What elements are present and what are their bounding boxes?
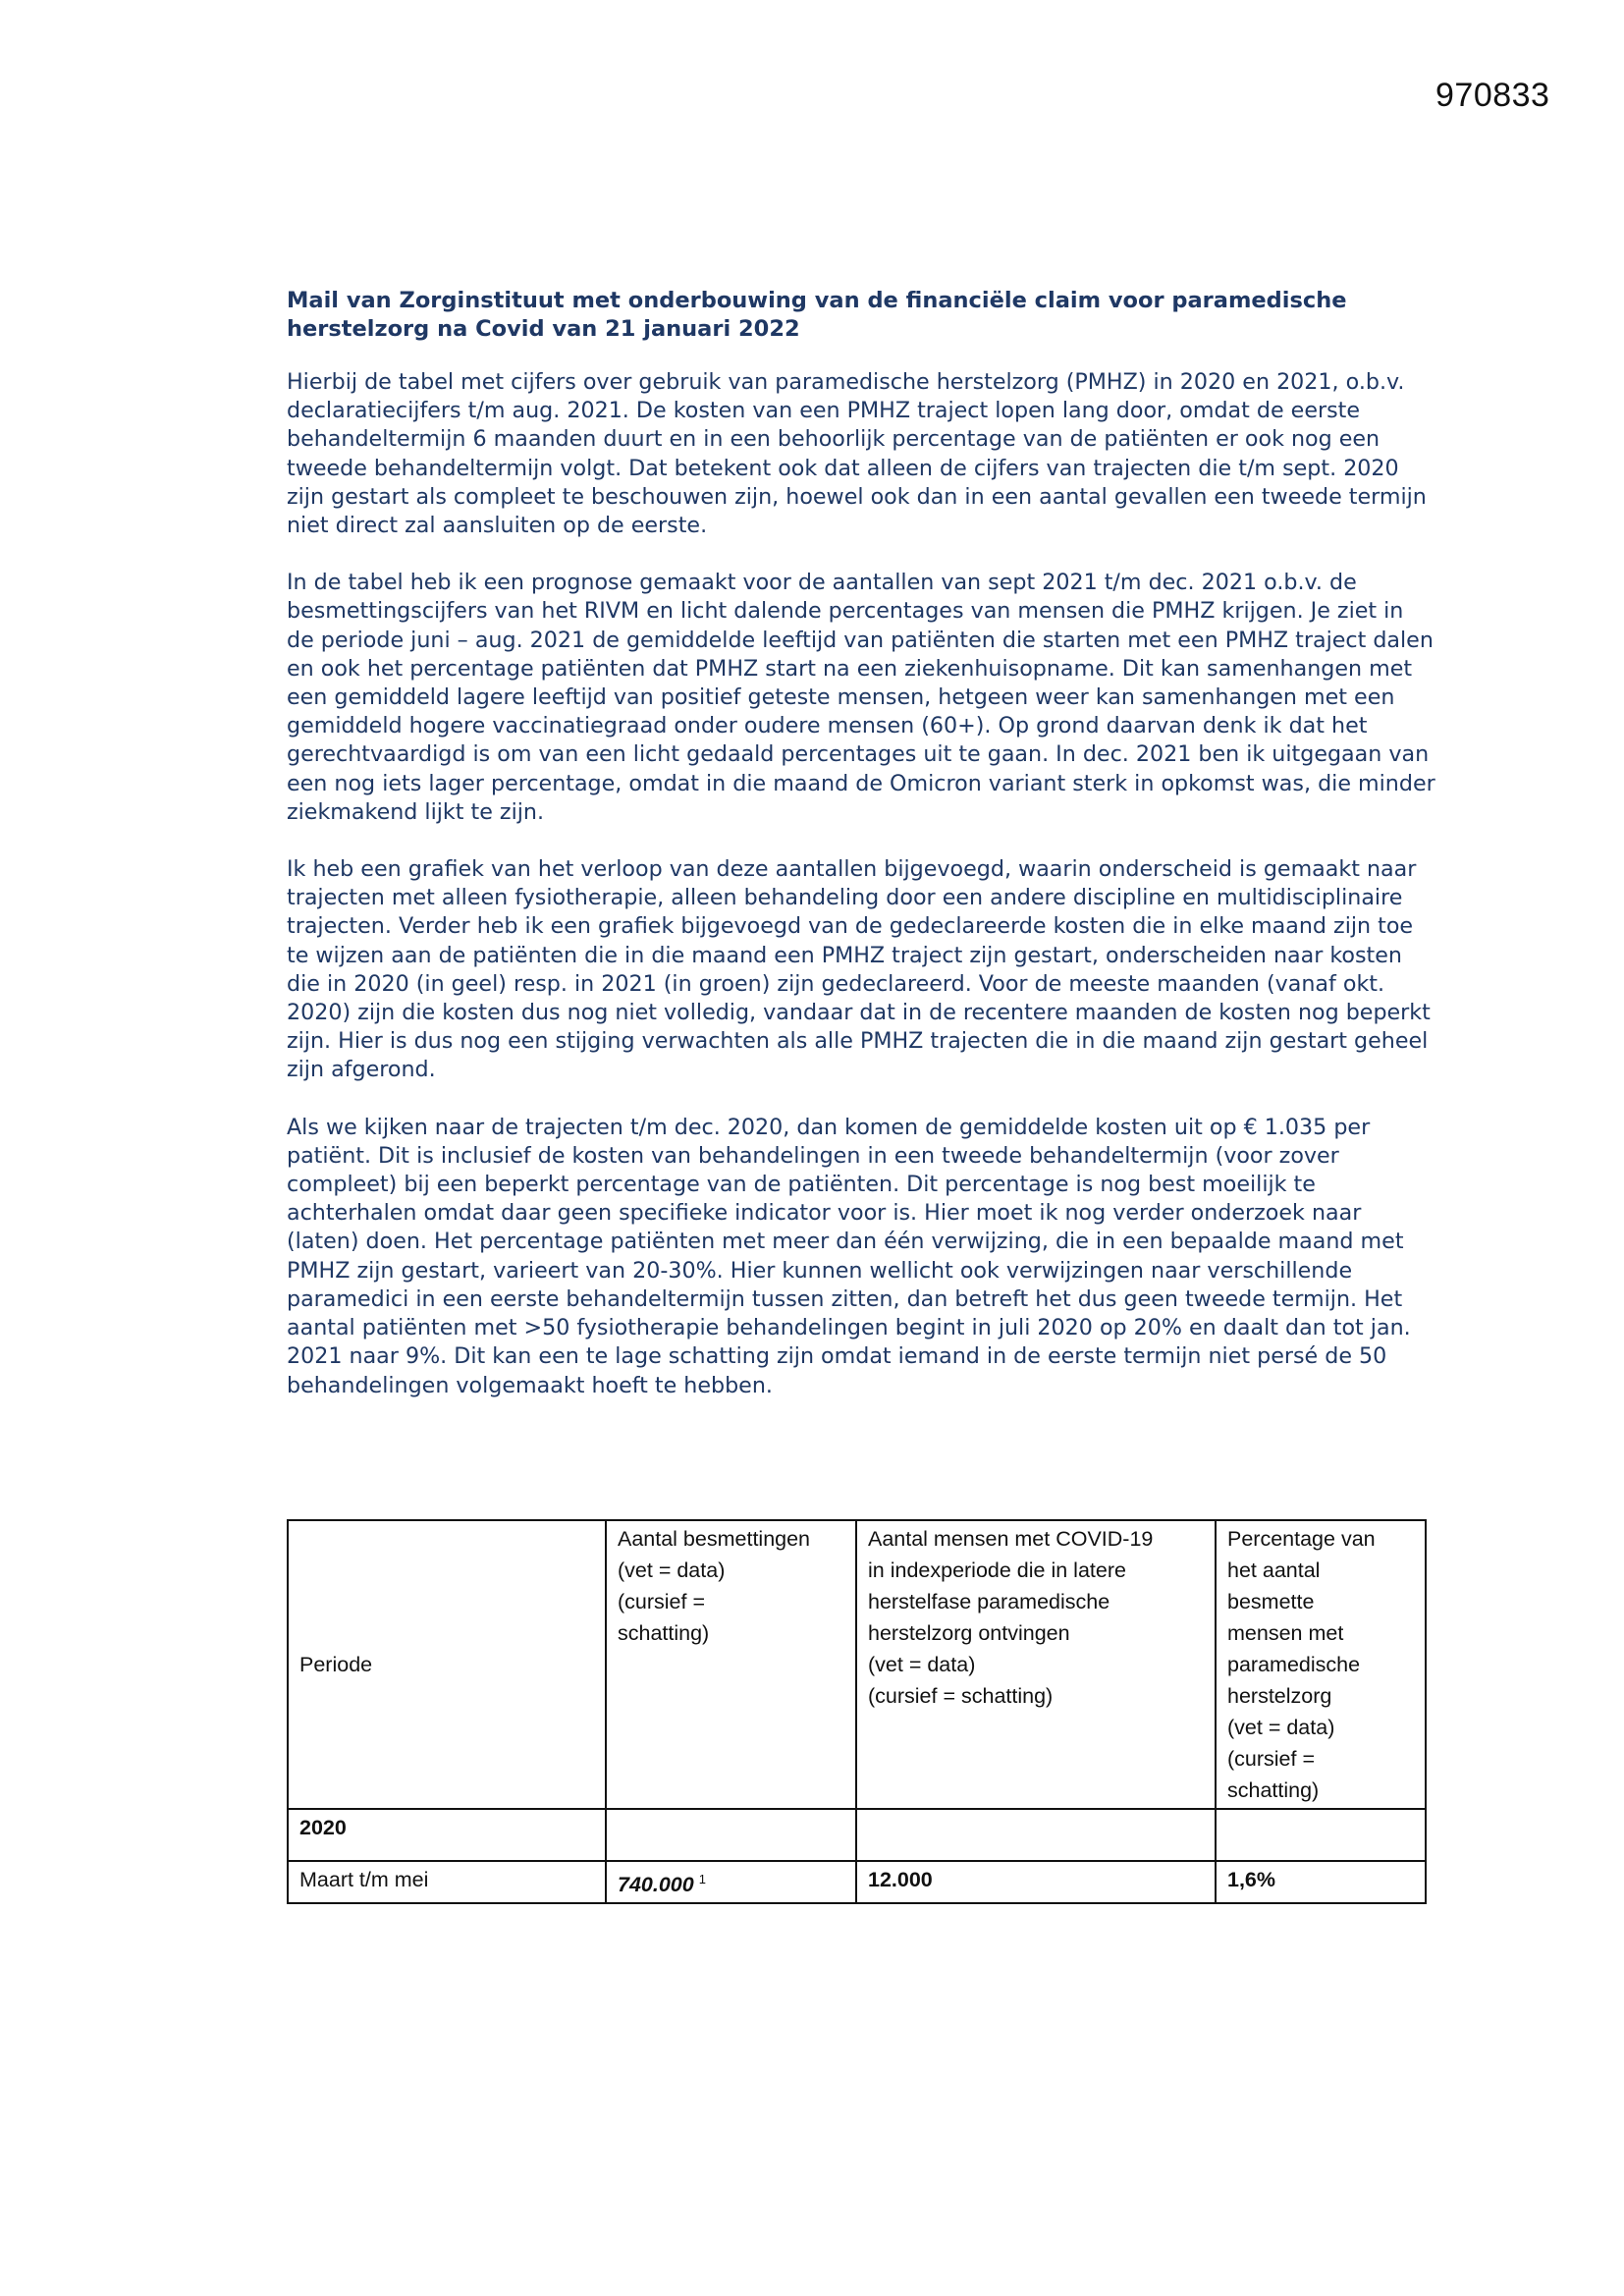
table-cell (1216, 1809, 1426, 1861)
header-line: (vet = data) (868, 1653, 976, 1676)
header-line: (vet = data) (618, 1558, 726, 1582)
header-line: schatting) (1227, 1778, 1320, 1802)
paragraph-1: Hierbij de tabel met cijfers over gebruik van paramedische herstelzorg (PMHZ) in 2020 en 2021, o.b.v. declaratiecijfers t/m aug. 2021. De kosten van een PMHZ traject lopen lang door, omdat de eerste behandeltermijn 6 maanden duurt en in een behoorlijk percentage van de patiënten er ook nog een tweede behandeltermijn volgt. Dat betekent ook dat alleen de cijfers van trajecten die t/m sept. 2020 zijn gestart als compleet te beschouwen zijn, hoewel ook dan in een aantal gevallen een tweede termijn niet direct zal aansluiten op de eerste. (287, 369, 1427, 539)
header-line: (vet = data) (1227, 1716, 1335, 1739)
paragraph-3: Ik heb een grafiek van het verloop van deze aantallen bijgevoegd, waarin onderscheid is gemaakt naar trajecten met alleen fysiotherapie, alleen behandeling door een andere discipline en multidisciplinaire trajecten. Verder heb ik een grafiek bijgevoegd van de gedeclareerde kosten die in elke maand zijn toe te wijzen aan de patiënten die in die maand een PMHZ traject zijn gestart, onderscheiden naar kosten die in 2020 (in geel) resp. in 2021 (in groen) zijn gedeclareerd. Voor de meeste maanden (vanaf okt. 2020) zijn die kosten dus nog niet volledig, vandaar dat in de recentere maanden de kosten nog beperkt zijn. Hier is dus nog een stijging verwachten als alle PMHZ trajecten die in die maand zijn gestart geheel zijn afgerond. (287, 856, 1431, 1083)
header-periode (288, 1520, 606, 1809)
header-line: herstelzorg (1227, 1684, 1332, 1708)
footnote-marker[interactable]: 1 (698, 1872, 706, 1886)
herstelzorg-table (287, 1519, 1427, 1904)
email-body (287, 287, 1435, 1429)
table-header-row (288, 1520, 1426, 1809)
cell-besmettingen (606, 1861, 856, 1903)
header-line: paramedische (1227, 1653, 1361, 1676)
header-line: het aantal (1227, 1558, 1321, 1582)
besmettingen-value: 740.000 (618, 1873, 694, 1896)
header-line: (cursief = schatting) (868, 1684, 1054, 1708)
header-line: Aantal mensen met COVID-19 (868, 1527, 1154, 1551)
year-label: 2020 (288, 1809, 606, 1861)
header-line: (cursief = (618, 1590, 706, 1613)
document-title: Mail van Zorginstituut met onderbouwing van de financiële claim voor paramedische herstelzorg na Covid van 21 januari 2022 (287, 288, 1347, 342)
header-besmettingen (606, 1520, 856, 1809)
table-year-row (288, 1809, 1426, 1861)
paragraph-4: Als we kijken naar de trajecten t/m dec. 2020, dan komen de gemiddelde kosten uit op € 1.035 per patiënt. Dit is inclusief de kosten van behandelingen in een tweede behandeltermijn (voor zover compleet) bij een beperkt percentage van de patiënten. Dit percentage is nog best moeilijk te achterhalen omdat daar geen specifieke indicator voor is. Hier moet ik nog verder onderzoek naar (laten) doen. Het percentage patiënten met meer dan één verwijzing, die in een bepaalde maand met PMHZ zijn gestart, varieert van 20-30%. Hier kunnen wellicht ook verwijzingen naar verschillende paramedici in een eerste behandeltermijn tussen zitten, dan betreft het dus geen tweede termijn. Het aantal patiënten met >50 fysiotherapie behandelingen begint in juli 2020 op 20% en daalt dan tot jan. 2021 naar 9%. Dit kan een te lage schatting zijn omdat iemand in de eerste termijn niet persé de 50 behandelingen volgemaakt hoeft te hebben. (287, 1114, 1411, 1398)
header-line: Periode (299, 1653, 373, 1676)
header-line: Aantal besmettingen (618, 1527, 811, 1551)
cell-percentage: 1,6% (1216, 1861, 1426, 1903)
cell-periode: Maart t/m mei (288, 1861, 606, 1903)
header-line: Percentage van (1227, 1527, 1376, 1551)
header-mensen-covid (856, 1520, 1216, 1809)
cell-mensen: 12.000 (856, 1861, 1216, 1903)
table-cell (606, 1809, 856, 1861)
paragraph-2: In de tabel heb ik een prognose gemaakt voor de aantallen van sept 2021 t/m dec. 2021 o.b.v. de besmettingscijfers van het RIVM en licht dalende percentages van mensen die PMHZ krijgen. Je ziet in de periode juni – aug. 2021 de gemiddelde leeftijd van patiënten die starten met een PMHZ traject dalen en ook het percentage patiënten dat PMHZ start na een ziekenhuisopname. Dit kan samenhangen met een gemiddeld lagere leeftijd van positief geteste mensen, hetgeen weer kan samenhangen met een gemiddeld hogere vaccinatiegraad onder oudere mensen (60+). Op grond daarvan denk ik dat het gerechtvaardigd is om van een licht gedaald percentages uit te gaan. In dec. 2021 ben ik uitgegaan van een nog iets lager percentage, omdat in die maand de Omicron variant sterk in opkomst was, die minder ziekmakend lijkt te zijn. (287, 570, 1435, 825)
table-cell (856, 1809, 1216, 1861)
document-number: 970833 (1435, 77, 1550, 114)
header-line: mensen met (1227, 1621, 1344, 1645)
header-line: besmette (1227, 1590, 1315, 1613)
header-line: in indexperiode die in latere (868, 1558, 1126, 1582)
header-line: (cursief = (1227, 1747, 1316, 1771)
header-line: herstelzorg ontvingen (868, 1621, 1070, 1645)
header-percentage (1216, 1520, 1426, 1809)
header-line: schatting) (618, 1621, 710, 1645)
header-line: herstelfase paramedische (868, 1590, 1110, 1613)
table-row (288, 1861, 1426, 1903)
